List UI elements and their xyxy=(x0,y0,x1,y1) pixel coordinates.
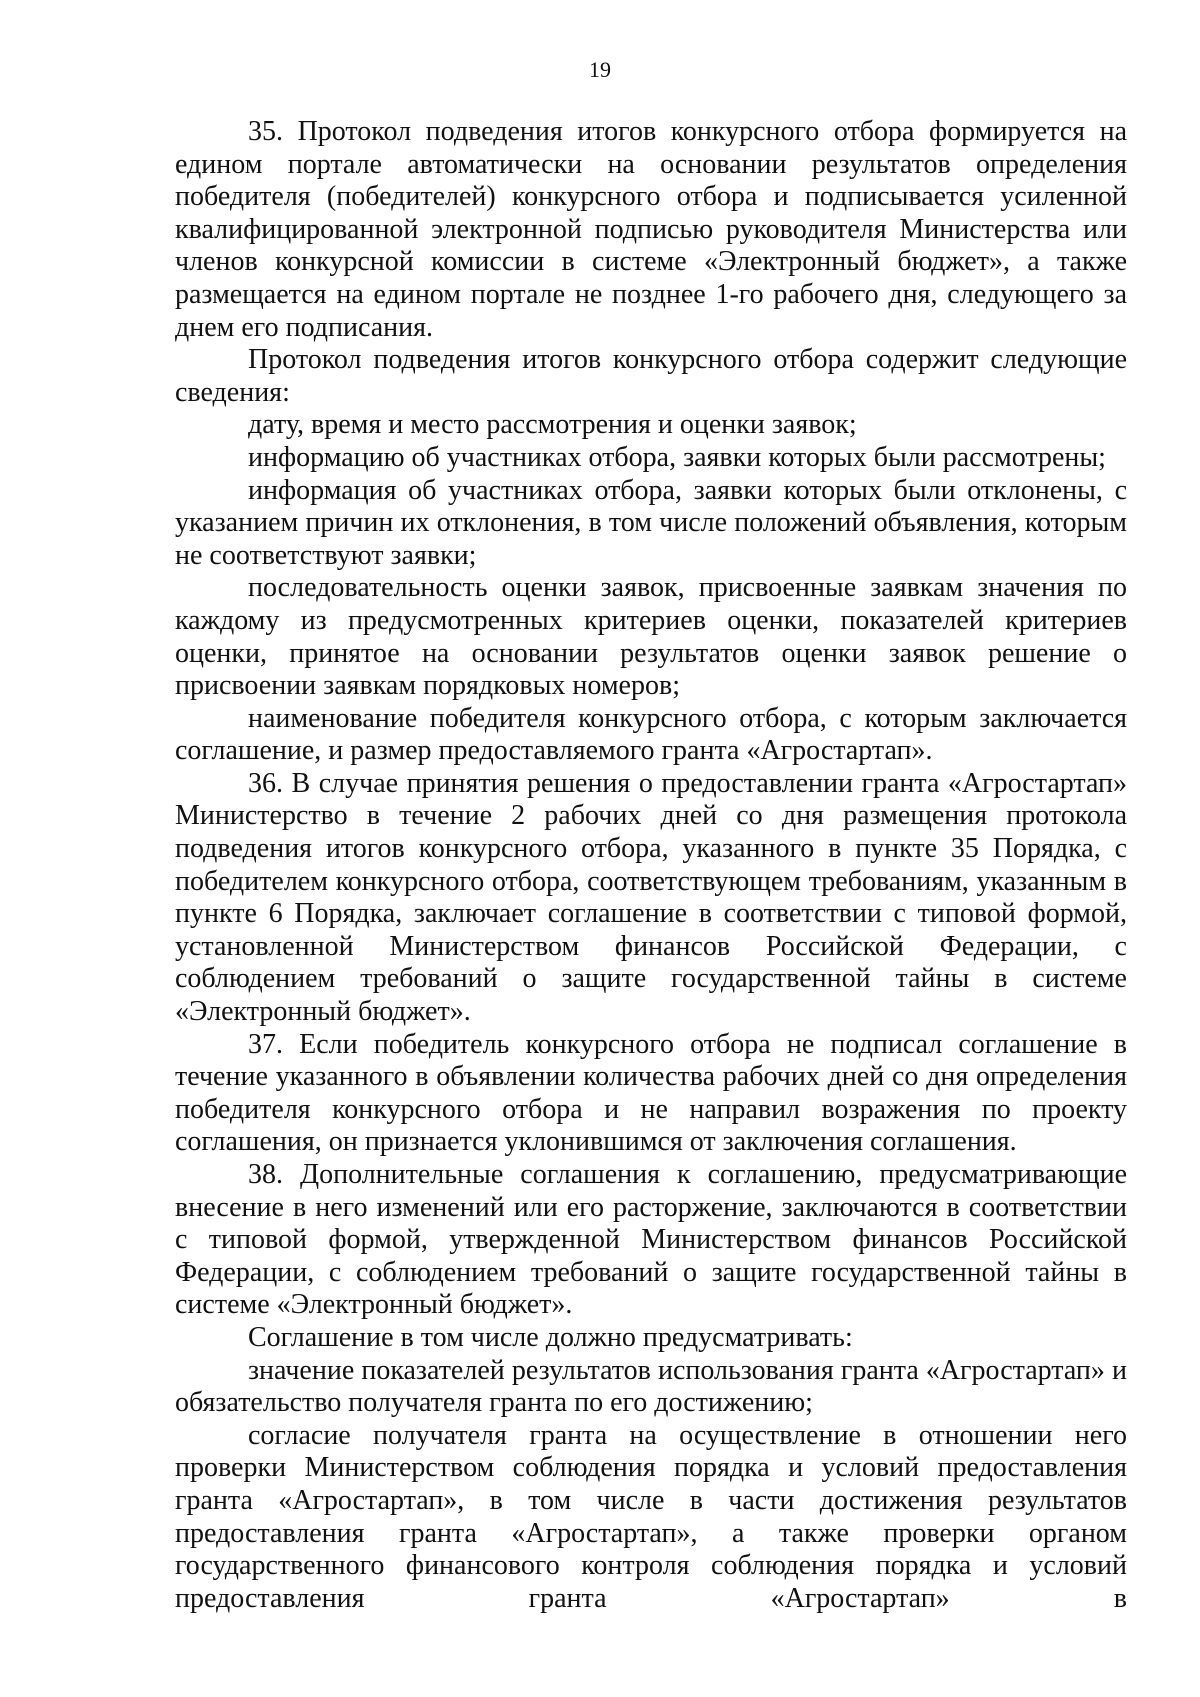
paragraph-35: 35. Протокол подведения итогов конкурсного отбора формируется на едином портале автоматически на основании результатов определения победителя (победителей) конкурсного отбора и подписывается усиленной квалифицированной электронной подписью руководителя Министерства или членов конкурсной комиссии в системе «Электронный бюджет», а также размещается на едином портале не позднее 1-го рабочего дня, следующего за днем его подписания. xyxy=(175,116,1127,343)
paragraph-38: 38. Дополнительные соглашения к соглашению, предусматривающие внесение в него изменений или его расторжение, заключаются в соответствии с типовой формой, утвержденной Министерством финансов Российской Федерации, с соблюдением требований о защите государственной тайны в системе «Электронный бюджет». xyxy=(175,1159,1127,1321)
list-item-date-time-place: дату, время и место рассмотрения и оценки заявок; xyxy=(248,409,857,441)
list-item-winner-name: наименование победителя конкурсного отбора, с которым заключается соглашение, и размер предоставляемого гранта «Агростартап». xyxy=(175,702,1127,767)
list-item-inspection-consent: согласие получателя гранта на осуществление в отношении него проверки Министерством соблюдения порядка и условий предоставления гранта «Агростартап», в том числе в части достижения результатов предоставления гранта «Агростартап», а также проверки органом государственного финансового контроля соблюдения порядка и условий предоставления гранта «Агростартап» в xyxy=(175,1419,1127,1614)
page-number: 19 xyxy=(589,57,611,82)
paragraph-36: 36. В случае принятия решения о предоставлении гранта «Агростартап» Министерство в течение 2 рабочих дней со дня размещения протокола подведения итогов конкурсного отбора, указанного в пункте 35 Порядка, с победителем конкурсного отбора, соответствующем требованиям, указанным в пункте 6 Порядка, заключает соглашение в соответствии с типовой формой, установленной Министерством финансов Российской Федерации, с соблюдением требований о защите государственной тайны в системе «Электронный бюджет». xyxy=(175,767,1127,1028)
list-item-rejected-participants: информация об участниках отбора, заявки которых были отклонены, с указанием причин их отклонения, в том числе положений объявления, которым не соответствуют заявки; xyxy=(175,474,1127,571)
paragraph-37: 37. Если победитель конкурсного отбора не подписал соглашение в течение указанного в объявлении количества рабочих дней со дня определения победителя конкурсного отбора и не направил возражения по проекту соглашения, он признается уклонившимся от заключения соглашения. xyxy=(175,1028,1127,1158)
paragraph-protocol-contents: Протокол подведения итогов конкурсного отбора содержит следующие сведения: xyxy=(175,344,1127,408)
list-item-evaluation-sequence: последовательность оценки заявок, присвоенные заявкам значения по каждому из предусмотренных критериев оценки, показателей критериев оценки, принятое на основании результатов оценки заявок решение о присвоении заявкам порядковых номеров; xyxy=(175,572,1127,702)
paragraph-agreement-provisions: Соглашение в том числе должно предусматривать: xyxy=(248,1321,853,1353)
list-item-reviewed-participants: информацию об участниках отбора, заявки которых были рассмотрены; xyxy=(248,441,1106,473)
list-item-result-indicators: значение показателей результатов использования гранта «Агростартап» и обязательство получателя гранта по его достижению; xyxy=(175,1354,1127,1419)
document-body xyxy=(175,116,1127,1615)
